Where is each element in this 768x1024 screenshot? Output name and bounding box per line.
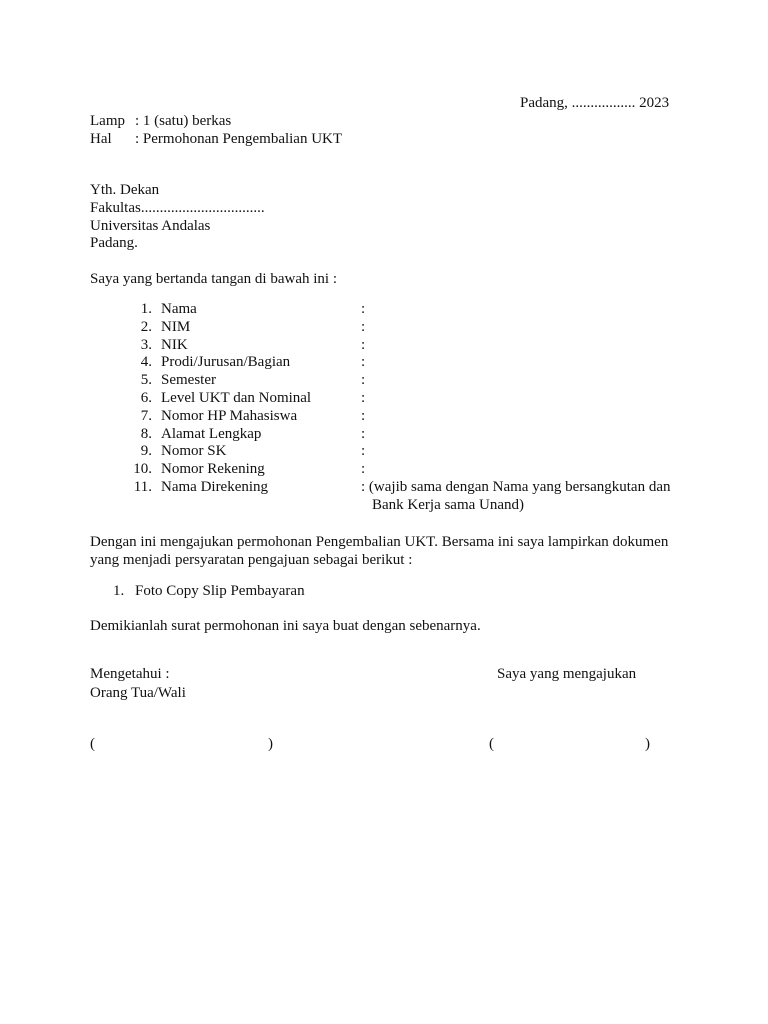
signature-left-line1: Mengetahui : bbox=[90, 666, 170, 682]
field-colon: : bbox=[361, 318, 366, 335]
body-paragraph-line1: Dengan ini mengajukan permohonan Pengembalian UKT. Bersama ini saya lampirkan dokumen bbox=[90, 534, 669, 550]
field-label: Nomor HP Mahasiswa bbox=[161, 407, 298, 424]
list-item bbox=[0, 336, 768, 354]
hal-label: Hal bbox=[90, 131, 112, 147]
field-label: Nama Direkening bbox=[161, 478, 269, 495]
field-label: Nama bbox=[161, 301, 197, 317]
signature-left-paren-close: ) bbox=[268, 736, 273, 752]
lamp-value: : 1 (satu) berkas bbox=[135, 113, 232, 129]
field-number: 5. bbox=[140, 372, 152, 389]
signature-left-paren-open: ( bbox=[90, 736, 95, 752]
field-number: 8. bbox=[140, 425, 152, 442]
hal-value: : Permohonan Pengembalian UKT bbox=[135, 131, 343, 147]
field-colon: : bbox=[361, 389, 366, 406]
field-number: 11. bbox=[133, 478, 152, 495]
list-item bbox=[0, 460, 768, 478]
intro-text: Saya yang bertanda tangan di bawah ini : bbox=[90, 271, 338, 287]
signature-right-paren-close: ) bbox=[645, 736, 650, 752]
body-paragraph-line2: yang menjadi persyaratan pengajuan sebagai berikut : bbox=[90, 552, 413, 568]
field-label: Prodi/Jurusan/Bagian bbox=[161, 354, 291, 371]
field-number: 1. bbox=[140, 301, 152, 317]
field-number: 4. bbox=[140, 354, 152, 371]
field-note-line2: Bank Kerja sama Unand) bbox=[372, 497, 525, 513]
field-label: Alamat Lengkap bbox=[161, 425, 262, 442]
field-number: 9. bbox=[140, 443, 152, 460]
list-item bbox=[0, 353, 768, 371]
recipient-line1: Yth. Dekan bbox=[90, 182, 160, 198]
field-label: Nomor SK bbox=[161, 443, 227, 460]
field-colon: : bbox=[361, 336, 366, 353]
field-number: 3. bbox=[140, 336, 152, 353]
field-label: Semester bbox=[161, 372, 216, 389]
recipient-line2: Fakultas................................. bbox=[90, 200, 265, 216]
field-number: 2. bbox=[140, 318, 152, 335]
signature-left-line2: Orang Tua/Wali bbox=[90, 685, 186, 701]
list-item bbox=[0, 407, 768, 425]
field-colon: : bbox=[361, 407, 366, 424]
closing-text: Demikianlah surat permohonan ini saya buat dengan sebenarnya. bbox=[90, 618, 481, 634]
field-list bbox=[0, 300, 768, 496]
field-colon: : bbox=[361, 443, 366, 460]
signature-right-line1: Saya yang mengajukan bbox=[497, 666, 637, 682]
field-label: NIK bbox=[161, 336, 188, 353]
field-colon: : bbox=[361, 461, 366, 478]
field-label: Level UKT dan Nominal bbox=[161, 389, 312, 406]
list-item bbox=[0, 389, 768, 407]
list-item bbox=[0, 318, 768, 336]
signature-right-paren-open: ( bbox=[489, 736, 494, 752]
lamp-label: Lamp bbox=[90, 113, 125, 129]
field-number: 10. bbox=[133, 461, 152, 478]
field-label: Nomor Rekening bbox=[161, 461, 265, 478]
field-label: NIM bbox=[161, 318, 191, 335]
list-item bbox=[0, 300, 768, 318]
field-colon: : bbox=[361, 425, 366, 442]
attachment-number: 1. bbox=[113, 583, 125, 599]
field-number: 7. bbox=[140, 407, 152, 424]
recipient-line3: Universitas Andalas bbox=[90, 218, 211, 234]
recipient-line4: Padang. bbox=[90, 235, 138, 251]
field-number: 6. bbox=[140, 389, 152, 406]
list-item bbox=[0, 425, 768, 443]
field-colon: : bbox=[361, 354, 366, 371]
list-item bbox=[0, 442, 768, 460]
field-colon: : bbox=[361, 301, 366, 317]
place-date: Padang, ................. 2023 bbox=[520, 95, 670, 111]
attachment-label: Foto Copy Slip Pembayaran bbox=[135, 583, 305, 599]
field-colon: : (wajib sama dengan Nama yang bersangkutan dan bbox=[361, 478, 671, 495]
list-item bbox=[0, 371, 768, 389]
field-colon: : bbox=[361, 372, 366, 389]
list-item bbox=[0, 478, 768, 496]
